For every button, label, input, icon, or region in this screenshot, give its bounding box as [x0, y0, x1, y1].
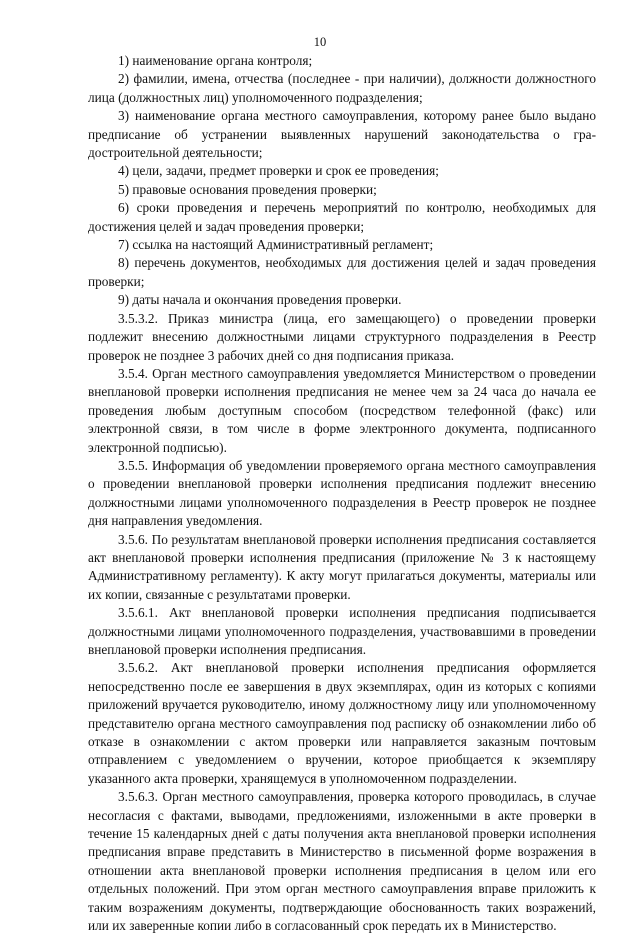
list-item-7: 7) ссылка на настоящий Административный регламент;: [118, 237, 434, 253]
paragraph-3-5-6-2: 3.5.6.2. Акт внеплановой проверки исполнения предписания оформляется непосредственно после ее завершения в двух экземплярах, один из которых с копиями приложений вручается руководителю, иному должностному лицу или уполномоченному представителю органа местного самоуправления под расписку об ознакомлении либо об отказе в ознакомлении с актом проверки или направляется заказным почтовым отправлением с уведомлением о вручении, которое приобщается к экземпляру указанного акта проверки, хранящемуся в уполномоченном подразделении.: [88, 660, 596, 786]
paragraph-3-5-6: 3.5.6. По результатам внеплановой проверки исполнения предписания составляется акт внеплановой проверки исполнения предписания (приложение № 3 к настоящему Административному регламенту). К акту могут прилагаться документы, материалы или их копии, связанные с результатами проверки.: [88, 531, 596, 602]
paragraph-3-5-6-3: 3.5.6.3. Орган местного самоуправления, проверка которого проводилась, в случае несогласия с фактами, выводами, предложениями, изложенными в акте проверки в течение 15 календарных дней с даты получения акта внеплановой проверки исполнения предписания вправе представить в Министерство в письменной форме возражения в отношении акта внеплановой проверки исполнения предписания в целом или его отдельных положений. При этом орган местного самоуправления вправе приложить к таким возражениям документы, подтверждающие обоснованность таких возражений, или их заверенные копии либо в согласованный срок передать их в Министерство.: [88, 789, 596, 934]
paragraph-3-5-4: 3.5.4. Орган местного самоуправления уведомляется Министерством о проведении внеплановой проверки исполнения предписания не менее чем за 24 часа до начала ее проведения любым доступным способом (посредством телефонной (факс) или электронной связи, в том числе в форме электронного документа, подписанного электронной подписью).: [88, 365, 596, 455]
document-body: [88, 52, 596, 936]
list-item-6: 6) сроки проведения и перечень мероприятий по контролю, необходимых для достижения целей и задач проведения проверки;: [88, 200, 596, 234]
list-item-9: 9) даты начала и окончания проведения проверки.: [118, 292, 402, 308]
page-number: 10: [313, 35, 327, 49]
list-item-3: 3) наименование органа местного самоуправления, которому ранее было выдано предписание об устранении выявленных нарушений законодательства о градостроительной деятельности;: [88, 108, 596, 161]
paragraph-3-5-5: 3.5.5. Информация об уведомлении проверяемого органа местного самоуправления о проведении внеплановой проверки исполнения предписания подлежит внесению должностными лицами уполномоченного подразделения в Реестр проверок не позднее дня направления уведомления.: [88, 457, 596, 529]
list-item-1: 1) наименование органа контроля;: [118, 53, 313, 68]
list-item-2: 2) фамилии, имена, отчества (последнее - при наличии), должности должностного лица (должностных лиц) уполномоченного подразделения;: [88, 71, 596, 105]
list-item-4: 4) цели, задачи, предмет проверки и срок ее проведения;: [118, 163, 439, 179]
paragraph-3-5-6-1: 3.5.6.1. Акт внеплановой проверки исполнения предписания подписывается должностными лицами уполномоченного подразделения, участвовавшими в проведении внеплановой проверки исполнения предписания.: [88, 605, 596, 657]
list-item-5: 5) правовые основания проведения проверки;: [118, 181, 377, 197]
list-item-8: 8) перечень документов, необходимых для достижения целей и задач проведения проверки;: [88, 255, 596, 289]
paragraph-3-5-3-2: 3.5.3.2. Приказ министра (лица, его замещающего) о проведении проверки подлежит внесению должностными лицами структурного подразделения в Реестр проверок не позднее 3 рабочих дней со дня подписания приказа.: [88, 310, 596, 363]
